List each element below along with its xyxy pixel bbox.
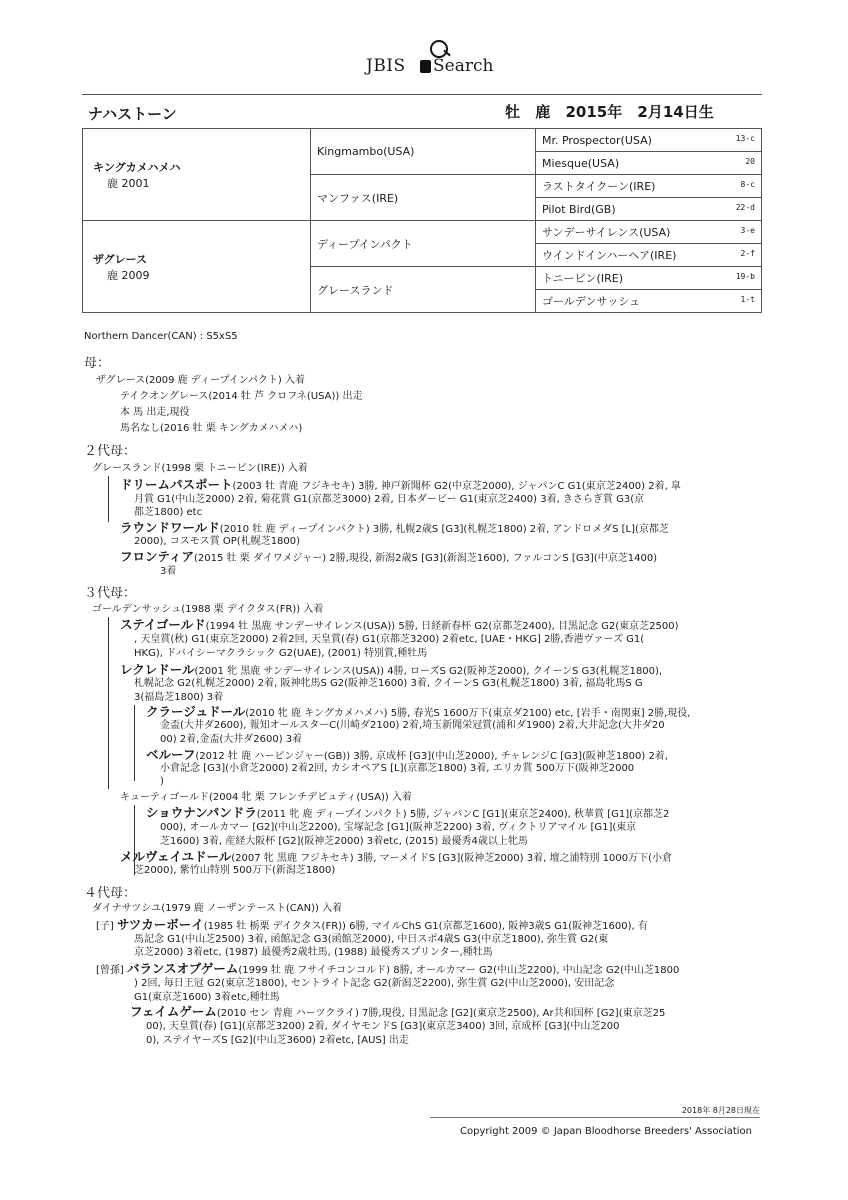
dam-cell <box>83 221 311 313</box>
ancestor-cell: Pilot Bird(GB) 22-d <box>536 198 762 221</box>
grandparent-cell: マンファス(IRE) <box>311 175 536 221</box>
family-line: ベルーフ(2012 牡 鹿 ハービンジャー(GB)) 3勝, 京成杯 [G3](中山芝2000), チャレンジC [G3](阪神芝1800) 2着, <box>146 747 668 762</box>
ancestor-cell: サンデーサイレンス(USA) 3-e <box>536 221 762 244</box>
family-number: 13-c <box>735 134 755 143</box>
ancestor-cell: トニービン(IRE) 19-b <box>536 267 762 290</box>
family-line: ) 2回, 毎日王冠 G2(東京芝1800), セントライト記念 G2(新潟芝2200), 弥生賞 G2(中山芝2000), 安田記念 <box>134 978 615 989</box>
family-line: キューティゴールド(2004 牝 栗 フレンチデピュティ(USA)) 入着 <box>120 792 413 803</box>
family-line: グレースランド(1998 栗 トニービン(IRE)) 入着 <box>92 463 308 474</box>
horse-link: メルヴェイユドール <box>120 849 232 864</box>
grandparent-cell: Kingmambo(USA) <box>311 129 536 175</box>
ancestor-cell: ゴールデンサッシュ 1-t <box>536 290 762 313</box>
family-line: 0), ステイヤーズS [G2](中山芝3600) 2着etc, [AUS] 出走 <box>146 1035 409 1046</box>
family-line: 本 馬 出走,現役 <box>120 407 190 418</box>
ancestor-cell: ウインドインハーヘア(IRE) 2-f <box>536 244 762 267</box>
family-line: クラージュドール(2010 牝 鹿 キングカメハメハ) 5勝, 春光S 1600万下(東京ダ2100) etc, [岩手・南関東] 2勝,現役, <box>146 704 691 719</box>
dam-name: ザグレース <box>93 252 148 266</box>
family-line: フロンティア(2015 牡 栗 ダイワメジャー) 2勝,現役, 新潟2歳S [G3](新潟芝1600), ファルコンS [G3](中京芝1400) <box>120 549 658 564</box>
family-line: 馬名なし(2016 牡 栗 キングカメハメハ) <box>120 423 303 434</box>
pedigree-table <box>82 128 762 313</box>
family-line: 芝1600) 3着, 産経大阪杯 [G2](阪神芝2000) 3着etc, (2015) 最優秀4歳以上牝馬 <box>160 836 528 847</box>
header-rule <box>82 94 762 95</box>
family-number: 19-b <box>735 272 755 281</box>
family-line: レクレドール(2001 牝 黒鹿 サンデーサイレンス(USA)) 4勝, ローズS G2(阪神芝2000), クイーンS G3(札幌芝1800), <box>120 662 663 677</box>
family-line: 00), 天皇賞(春) [G1](京都芝3200) 2着, ダイヤモンドS [G3](東京芝3400) 3回, 京成杯 [G3](中山芝200 <box>146 1021 620 1032</box>
horse-link: ラウンドワールド <box>120 520 220 535</box>
family-line: 京芝2000) 3着etc, (1987) 最優秀2歳牡馬, (1988) 最優秀スプリンター,種牡馬 <box>134 947 493 958</box>
horse-link: クラージュドール <box>146 704 246 719</box>
horse-link: フェイムゲーム <box>130 1004 217 1019</box>
horse-link: フロンティア <box>120 549 195 564</box>
inbreeding-crosses: Northern Dancer(CAN) : S5xS5 <box>84 331 238 342</box>
family-line: ダイナサツシユ(1979 鹿 ノーザンテースト(CAN)) 入着 <box>92 903 343 914</box>
family-line: 馬記念 G1(中山芝2500) 3着, 函館記念 G3(函館芝2000), 中日スポ4歳S G3(中京芝1800), 弥生賞 G2(東 <box>134 934 609 945</box>
logo-bag-icon <box>420 60 431 73</box>
horse-link: サツカーボーイ <box>117 917 204 932</box>
family-line: ) <box>160 776 164 787</box>
relation-tag: [曾孫] <box>96 965 124 976</box>
family-line: ステイゴールド(1994 牡 黒鹿 サンデーサイレンス(USA)) 5勝, 日経新春杯 G2(京都芝2400), 目黒記念 G2(東京芝2500) <box>120 617 679 632</box>
family-number: 22-d <box>735 203 755 212</box>
family-line: テイクオングレース(2014 牡 芦 クロフネ(USA)) 出走 <box>120 391 363 402</box>
family-line: HKG), ドバイシーマクラシック G2(UAE), (2001) 特別賞,種牡馬 <box>134 648 428 659</box>
family-line: 金盃(大井ダ2600), 報知オールスターC(川崎ダ2100) 2着,埼玉新聞栄冠賞(浦和ダ1900) 2着,大井記念(大井ダ20 <box>160 720 665 731</box>
copyright: Copyright 2009 © Japan Bloodhorse Breeders' Association <box>460 1126 752 1137</box>
relation-tag: [子] <box>96 921 114 932</box>
ancestor-cell: Miesque(USA) 20 <box>536 152 762 175</box>
horse-link: ベルーフ <box>146 747 196 762</box>
sire-name: キングカメハメハ <box>93 160 181 174</box>
family-line: 00) 2着,金盃(大井ダ2600) 3着 <box>160 734 303 745</box>
family-line: ショウナンパンドラ(2011 牝 鹿 ディープインパクト) 5勝, ジャパンC [G1](東京芝2400), 秋華賞 [G1](京都芝2 <box>146 805 670 820</box>
section-heading-dam: 母： <box>84 356 111 371</box>
family-line: 都芝1800) etc <box>134 507 203 518</box>
family-line: 札幌記念 G2(札幌芝2000) 2着, 阪神牝馬S G2(阪神芝1600) 3着, クイーンS G3(札幌芝1800) 3着, 福島牝馬S G <box>134 678 643 689</box>
as-of-date: 2018年 8月28日現在 <box>681 1106 760 1115</box>
sire-detail: 鹿 2001 <box>107 176 150 190</box>
family-line: ドリームパスポート(2003 牡 青鹿 フジキセキ) 3勝, 神戸新聞杯 G2(中京芝2000), ジャパンC G1(東京芝2400) 2着, 皐 <box>120 477 681 492</box>
family-line: 小倉記念 [G3](小倉芝2000) 2着2回, カシオペアS [L](京都芝1800) 3着, エリカ賞 500万下(阪神芝2000 <box>160 763 635 774</box>
horse-link: ショウナンパンドラ <box>146 805 257 820</box>
horse-link: ステイゴールド <box>120 617 206 632</box>
horse-link: ドリームパスポート <box>120 477 233 492</box>
family-line: 芝2000), 紫竹山特別 500万下(新潟芝1800) <box>134 865 336 876</box>
logo-text-jbis: JBIS <box>366 56 406 76</box>
family-line: 000), オールカマー [G2](中山芝2200), 宝塚記念 [G1](阪神芝2200) 3着, ヴィクトリアマイル [G1](東京 <box>160 822 637 833</box>
family-number: 8-c <box>740 180 755 189</box>
family-line: 2000), コスモス賞 OP(札幌芝1800) <box>134 536 301 547</box>
horse-link: バランスオブゲーム <box>127 961 239 976</box>
family-line: [曾孫] バランスオブゲーム(1999 牡 鹿 フサイチコンコルド) 8勝, オールカマー G2(中山芝2200), 中山記念 G2(中山芝1800 <box>96 961 680 976</box>
family-line: メルヴェイユドール(2007 牝 黒鹿 フジキセキ) 3勝, マーメイドS [G3](阪神芝2000) 3着, 壇之浦特別 1000万下(小倉 <box>120 849 672 864</box>
horse-link: レクレドール <box>120 662 195 677</box>
family-number: 3-e <box>740 226 755 235</box>
family-line: , 天皇賞(秋) G1(東京芝2000) 2着2回, 天皇賞(春) G1(京都芝3200) 2着etc, [UAE・HKG] 2勝,香港ヴァーズ G1( <box>134 634 645 645</box>
grandparent-cell: ディープインパクト <box>311 221 536 267</box>
family-line: ザグレース(2009 鹿 ディープインパクト) 入着 <box>96 375 305 386</box>
family-line: 3(福島芝1800) 3着 <box>134 692 224 703</box>
section-heading-third-dam: ３代母： <box>84 586 137 601</box>
ancestor-cell: ラストタイクーン(IRE) 8-c <box>536 175 762 198</box>
family-line: ラウンドワールド(2010 牡 鹿 ディープインパクト) 3勝, 札幌2歳S [G3](札幌芝1800) 2着, アンドロメダS [L](京都芝 <box>120 520 669 535</box>
horse-name: ナハストーン <box>88 105 177 123</box>
grandparent-cell: グレースランド <box>311 267 536 313</box>
family-line: 3着 <box>160 566 177 577</box>
section-heading-second-dam: ２代母： <box>84 444 137 459</box>
family-line: [子] サツカーボーイ(1985 牡 栃栗 デイクタス(FR)) 6勝, マイルChS G1(京都芝1600), 阪神3歳S G1(阪神芝1600), 有 <box>96 917 648 932</box>
family-number: 2-f <box>740 249 755 258</box>
dam-detail: 鹿 2009 <box>107 268 150 282</box>
section-heading-fourth-dam: ４代母： <box>84 886 137 901</box>
family-line: G1(東京芝1600) 3着etc,種牡馬 <box>134 992 280 1003</box>
ancestor-cell: Mr. Prospector(USA) 13-c <box>536 129 762 152</box>
jbis-search-logo <box>340 38 510 82</box>
footer-rule <box>430 1117 760 1118</box>
family-number: 20 <box>745 157 755 166</box>
logo-text-search: Search <box>433 56 494 76</box>
sire-cell <box>83 129 311 221</box>
family-number: 1-t <box>740 295 755 304</box>
family-line: フェイムゲーム(2010 セン 青鹿 ハーツクライ) 7勝,現役, 目黒記念 [G2](東京芝2500), Ar共和国杯 [G2](東京芝25 <box>130 1004 666 1019</box>
horse-info: 牡 鹿 2015年 2月14日生 <box>505 103 714 121</box>
family-line: 月賞 G1(中山芝2000) 2着, 菊花賞 G1(京都芝3000) 2着, 日本ダービー G1(東京芝2400) 3着, きさらぎ賞 G3(京 <box>134 494 645 505</box>
family-line: ゴールデンサッシュ(1988 栗 デイクタス(FR)) 入着 <box>92 604 324 615</box>
